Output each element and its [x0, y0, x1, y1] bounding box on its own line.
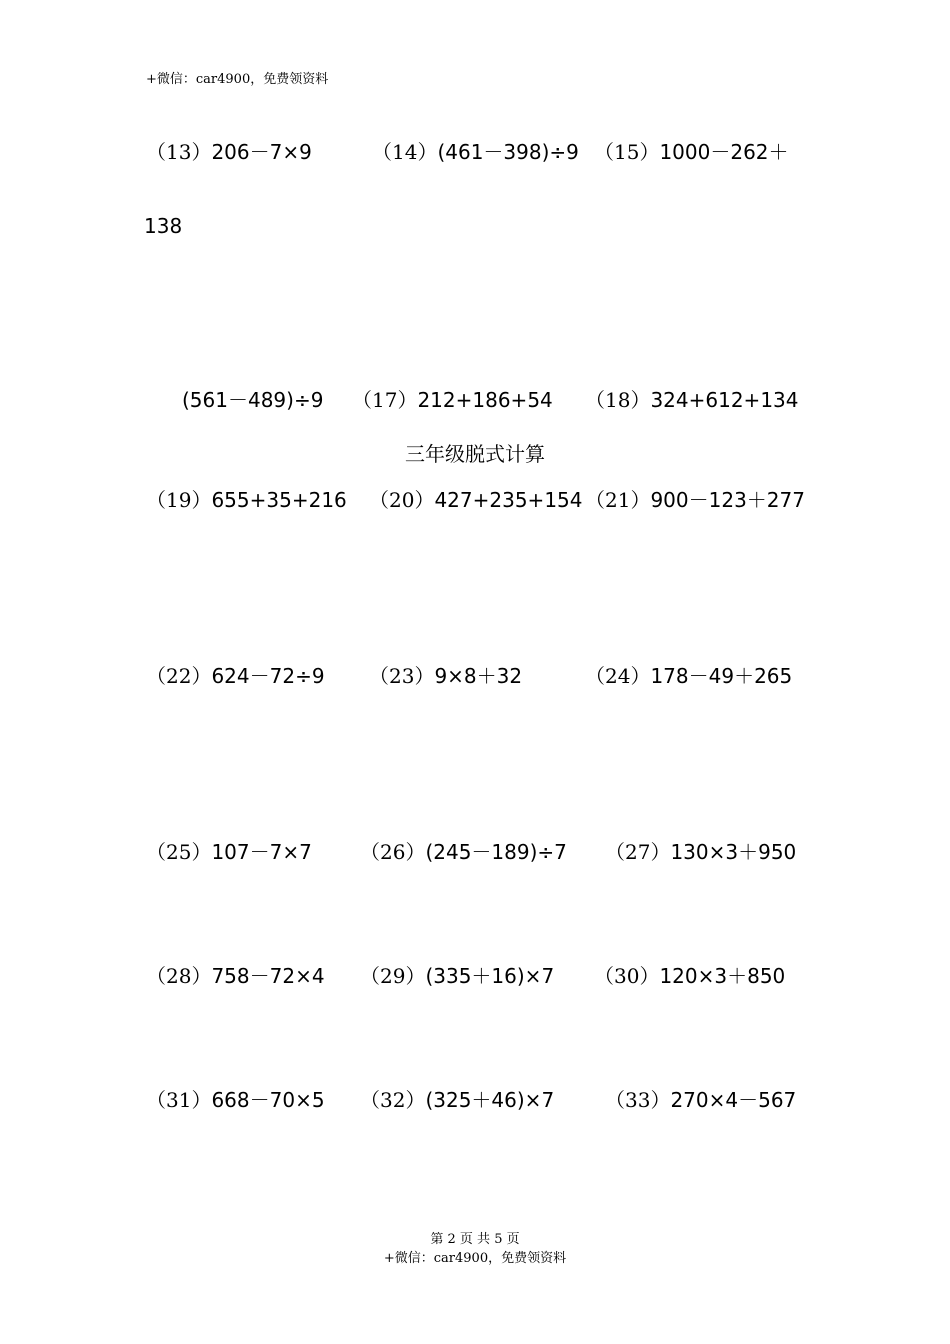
problem-20: （20）427+235+154	[369, 488, 583, 512]
page-number: 第 2 页 共 5 页	[430, 1232, 520, 1247]
problem-17: （17）212+186+54	[352, 388, 553, 412]
problem-18: （18）324+612+134	[585, 388, 799, 412]
problem-16: (561－489)÷9	[182, 388, 324, 412]
problem-30: （30）120×3＋850	[594, 964, 786, 988]
problem-28: （28）758－72×4	[146, 964, 325, 988]
problem-32: （32）(325＋46)×7	[360, 1088, 555, 1112]
problem-26: （26）(245－189)÷7	[360, 840, 567, 864]
problem-19: （19）655+35+216	[146, 488, 347, 512]
problem-15: （15）1000－262＋	[594, 140, 789, 164]
problem-31: （31）668－70×5	[146, 1088, 325, 1112]
header-note: +微信：car4900，免费领资料	[146, 72, 329, 87]
problem-25: （25）107－7×7	[146, 840, 312, 864]
problem-14: （14）(461－398)÷9	[372, 140, 579, 164]
problem-23: （23）9×8＋32	[369, 664, 523, 688]
problem-21: （21）900－123＋277	[585, 488, 805, 512]
footer-note: +微信：car4900，免费领资料	[383, 1251, 567, 1266]
problem-29: （29）(335＋16)×7	[360, 964, 555, 988]
problem-15-continued: 138	[144, 214, 183, 238]
section-title: 三年级脱式计算	[405, 442, 545, 466]
problem-24: （24）178－49＋265	[585, 664, 793, 688]
problem-27: （27）130×3＋950	[605, 840, 797, 864]
problem-22: （22）624－72÷9	[146, 664, 325, 688]
problem-13: （13）206－7×9	[146, 140, 312, 164]
problem-33: （33）270×4－567	[605, 1088, 797, 1112]
